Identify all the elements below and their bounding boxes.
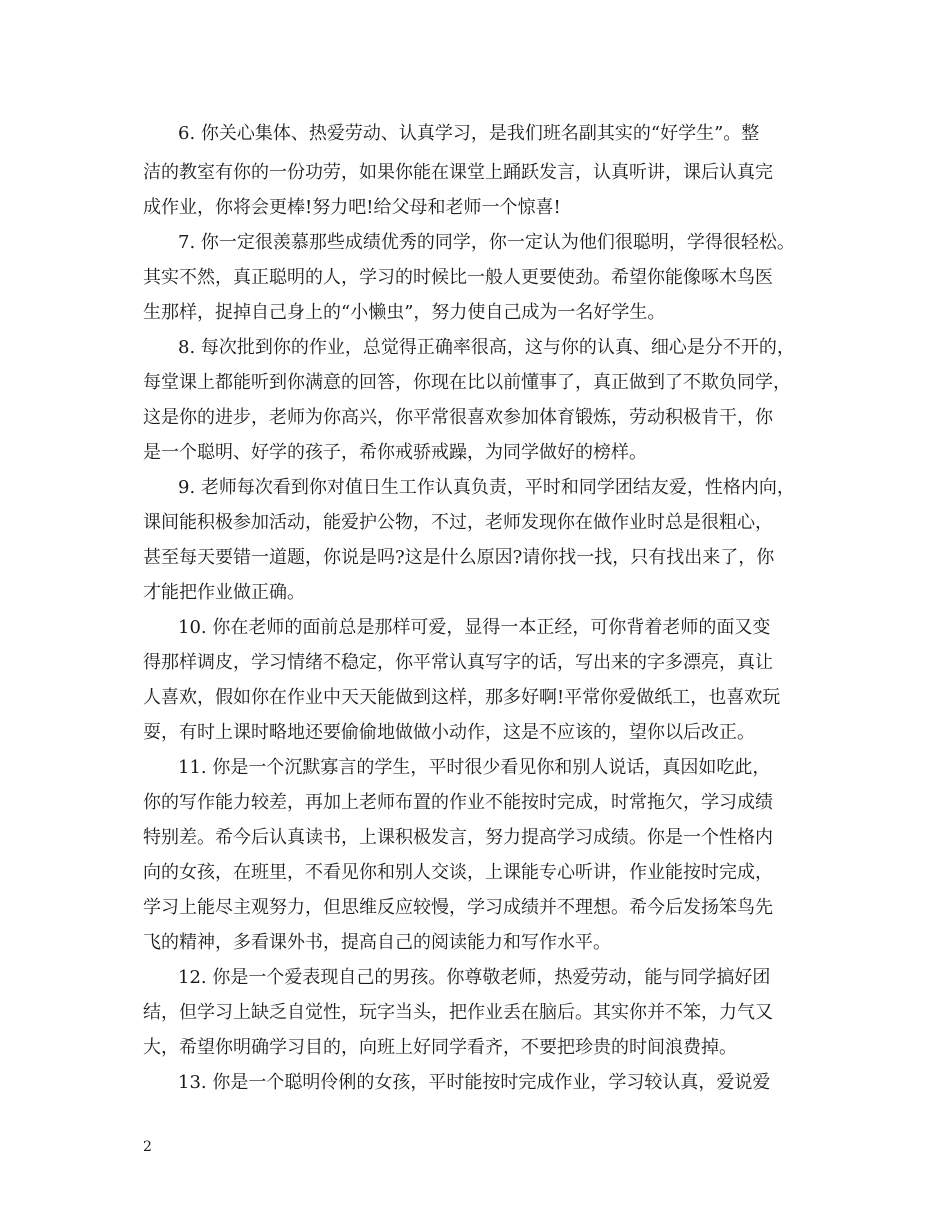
- paragraph-12-line-2: 结，但学习上缺乏自觉性，玩字当头，把作业丢在脑后。其实你并不笨，力气又: [143, 1002, 773, 1023]
- paragraph-8-line-1: 8. 每次批到你的作业，总觉得正确率很高，这与你的认真、细心是分不开的，: [178, 337, 795, 358]
- paragraph-11-line-1: 11. 你是一个沉默寡言的学生，平时很少看见你和别人说话，真因如吃此，: [178, 757, 771, 778]
- paragraph-12-line-1: 12. 你是一个爱表现自己的男孩。你尊敬老师，热爱劳动，能与同学搞好团: [178, 967, 771, 988]
- paragraph-10-line-3: 人喜欢，假如你在作业中天天能做到这样，那多好啊!平常你爱做纸工，也喜欢玩: [143, 687, 781, 708]
- paragraph-8-line-2: 每堂课上都能听到你满意的回答，你现在比以前懂事了，真正做到了不欺负同学，: [143, 372, 791, 393]
- paragraph-9-line-3: 甚至每天要错一道题，你说是吗?这是什么原因?请你找一找，只有找出来了，你: [143, 547, 775, 568]
- paragraph-11-line-5: 学习上能尽主观努力，但思维反应较慢，学习成绩并不理想。希今后发扬笨鸟先: [143, 897, 773, 918]
- paragraph-8-line-4: 是一个聪明、好学的孩子，希你戒骄戒躁，为同学做好的榜样。: [143, 442, 647, 463]
- paragraph-9-line-4: 才能把作业做正确。: [143, 582, 305, 603]
- paragraph-11-line-6: 飞的精神，多看课外书，提高自己的阅读能力和写作水平。: [143, 932, 611, 953]
- paragraph-13-line-1: 13. 你是一个聪明伶俐的女孩，平时能按时完成作业，学习较认真，爱说爱: [178, 1072, 771, 1093]
- paragraph-6-line-1: 6. 你关心集体、热爱劳动、认真学习，是我们班名副其实的“好学生”。整: [178, 123, 760, 144]
- paragraph-10-line-4: 耍，有时上课时略地还要偷偷地做做小动作，这是不应该的，望你以后改正。: [143, 722, 755, 743]
- paragraph-11-line-4: 向的女孩，在班里，不看见你和别人交谈，上课能专心听讲，作业能按时完成，: [143, 862, 773, 883]
- paragraph-10-line-2: 得那样调皮，学习情绪不稳定，你平常认真写字的话，写出来的字多漂亮，真让: [143, 652, 773, 673]
- paragraph-7-line-1: 7. 你一定很羡慕那些成绩优秀的同学，你一定认为他们很聪明，学得很轻松。: [178, 232, 795, 253]
- paragraph-11-line-2: 你的写作能力较差，再加上老师布置的作业不能按时完成，时常拖欠，学习成绩: [143, 792, 773, 813]
- paragraph-12-line-3: 大，希望你明确学习目的，向班上好同学看齐，不要把珍贵的时间浪费掉。: [143, 1037, 737, 1058]
- paragraph-7-line-2: 其实不然，真正聪明的人，学习的时候比一般人更要使劲。希望你能像啄木鸟医: [143, 267, 773, 288]
- paragraph-11-line-3: 特别差。希今后认真读书，上课积极发言，努力提高学习成绩。你是一个性格内: [143, 827, 773, 848]
- page-number: 2: [143, 1139, 152, 1155]
- paragraph-6-line-3: 成作业，你将会更棒!努力吧!给父母和老师一个惊喜!: [143, 197, 561, 218]
- paragraph-10-line-1: 10. 你在老师的面前总是那样可爱，显得一本正经，可你背着老师的面又变: [178, 617, 771, 638]
- paragraph-6-line-2: 洁的教室有你的一份功劳，如果你能在课堂上踊跃发言，认真听讲，课后认真完: [143, 162, 773, 183]
- paragraph-9-line-1: 9. 老师每次看到你对值日生工作认真负责，平时和同学团结友爱，性格内向，: [178, 477, 795, 498]
- paragraph-8-line-3: 这是你的进步，老师为你高兴，你平常很喜欢参加体育锻炼，劳动积极肯干，你: [143, 407, 773, 428]
- paragraph-7-line-3: 生那样，捉掉自己身上的“小懒虫”，努力使自己成为一名好学生。: [143, 302, 666, 323]
- paragraph-9-line-2: 课间能积极参加活动，能爱护公物，不过，老师发现你在做作业时总是很粗心，: [143, 512, 773, 533]
